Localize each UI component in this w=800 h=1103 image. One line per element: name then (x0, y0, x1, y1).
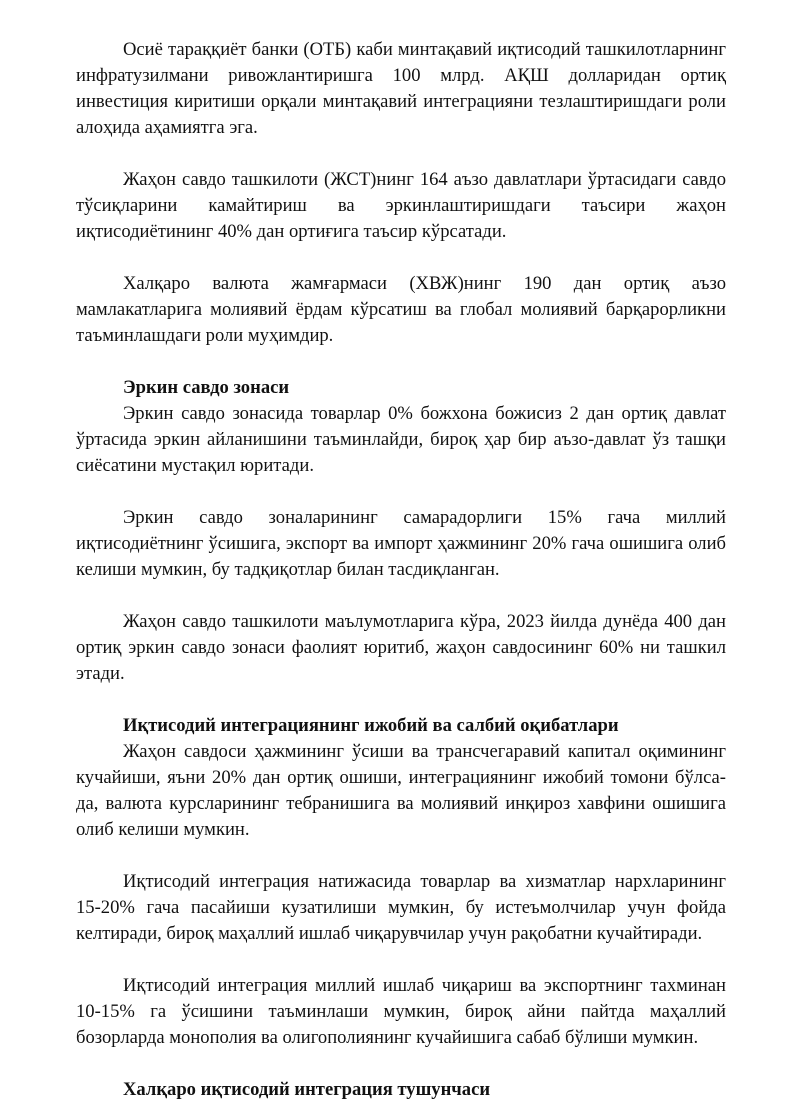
paragraph-spacer (76, 349, 726, 375)
paragraph-fta-statistics: Жаҳон савдо ташкилоти маълумотларига кўра, 2023 йилда дунёда 400 дан ортиқ эркин савдо зонаси фаолият юритиб, жаҳон савдосининг 60% ни ташкил этади. (76, 611, 726, 684)
section-heading-integration-effects: Иқтисодий интеграциянинг ижобий ва салбий оқибатлари (123, 715, 619, 736)
paragraph-adb-role: Осиё тараққиёт банки (ОТБ) каби минтақавий иқтисодий ташкилотларнинг инфратузилмани ривожлантиришга 100 млрд. АҚШ долларидан ортиқ инвестиция киритиши орқали минтақавий интеграцияни тезлаштиришдаги роли алоҳида аҳамиятга эга. (76, 39, 726, 138)
paragraph-imf-role: Халқаро валюта жамғармаси (ХВЖ)нинг 190 дан ортиқ аъзо мамлакатларига молиявий ёрдам кўрсатиш ва глобал молиявий барқарорликни таъминлашдаги роли муҳимдир. (76, 273, 726, 346)
paragraph-price-decline: Иқтисодий интеграция натижасида товарлар ва хизматлар нархларининг 15-20% гача пасайиши кузатилиши мумкин, бу истеъмолчилар учун фойда келтиради, бироқ маҳаллий ишлаб чиқарувчилар учун рақобатни кучайтиради. (76, 871, 726, 944)
paragraph-spacer (76, 583, 726, 609)
paragraph-spacer (76, 843, 726, 869)
document-page (76, 37, 726, 1103)
section-heading-free-trade-zone: Эркин савдо зонаси (123, 377, 290, 398)
paragraph-spacer (76, 1051, 726, 1077)
paragraph-spacer (76, 141, 726, 167)
paragraph-fta-definition: Эркин савдо зонасида товарлар 0% божхона божисиз 2 дан ортиқ давлат ўртасида эркин айланишини таъминлайди, бироқ ҳар бир аъзо-давлат ўз ташқи сиёсатини мустақил юритади. (76, 403, 726, 476)
paragraph-spacer (76, 947, 726, 973)
paragraph-spacer (76, 687, 726, 713)
paragraph-production-growth: Иқтисодий интеграция миллий ишлаб чиқариш ва экспортнинг тахминан 10-15% га ўсишини таъминлаши мумкин, бироқ айни пайтда маҳаллий бозорларда монополия ва олигополиянинг кучайишига сабаб бўлиши мумкин. (76, 975, 726, 1048)
paragraph-wto-members: Жаҳон савдо ташкилоти (ЖСТ)нинг 164 аъзо давлатлари ўртасидаги савдо тўсиқларини камайтириш ва эркинлаштиришдаги таъсири жаҳон иқтисодиётининг 40% дан ортиғига таъсир кўрсатади. (76, 169, 726, 242)
paragraph-spacer (76, 479, 726, 505)
section-heading-integration-concept: Халқаро иқтисодий интеграция тушунчаси (123, 1079, 491, 1100)
paragraph-trade-growth: Жаҳон савдоси ҳажмининг ўсиши ва трансчегаравий капитал оқимининг кучайиши, яъни 20% дан ортиқ ошиши, интеграциянинг ижобий томони бўлса-да, валюта курсларининг тебранишига ва молиявий инқироз хавфини ошишига олиб келиши мумкин. (76, 741, 726, 840)
paragraph-fta-efficiency: Эркин савдо зоналарининг самарадорлиги 15% гача миллий иқтисодиётнинг ўсишига, экспорт ва импорт ҳажмининг 20% гача ошишига олиб келиши мумкин, бу тадқиқотлар билан тасдиқланган. (76, 507, 726, 580)
paragraph-spacer (76, 245, 726, 271)
